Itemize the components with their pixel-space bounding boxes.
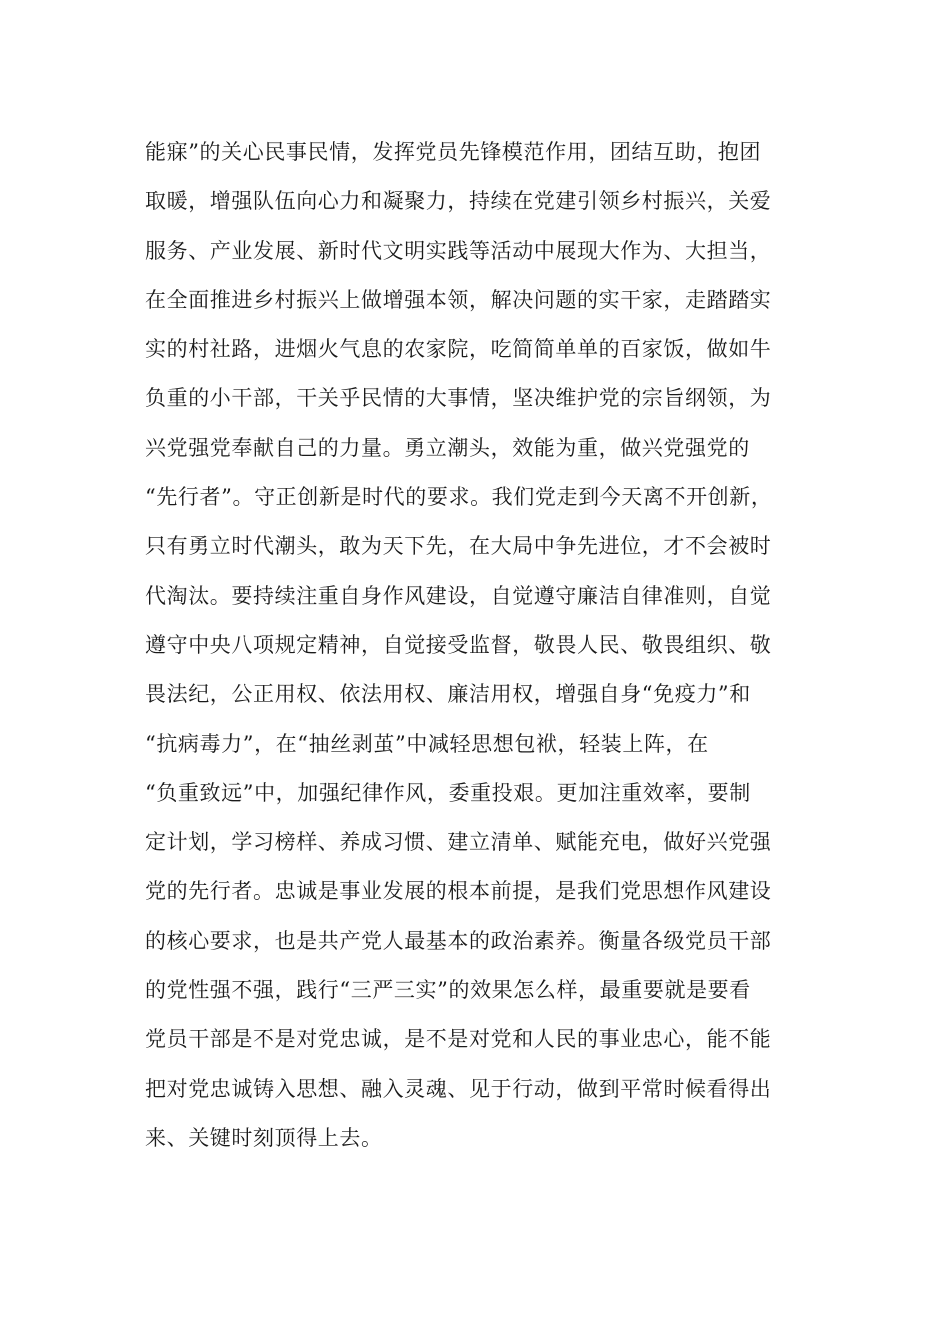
text-line: 负重的小干部，干关乎民情的大事情，坚决维护党的宗旨纲领，为	[145, 386, 772, 411]
text-line: 的核心要求，也是共产党人最基本的政治素养。衡量各级党员干部	[145, 928, 772, 953]
text-line: 党的先行者。忠诚是事业发展的根本前提，是我们党思想作风建设	[145, 879, 772, 904]
text-line: 把对党忠诚铸入思想、融入灵魂、见于行动，做到平常时候看得出	[145, 1076, 772, 1101]
text-line: 代淘汰。要持续注重自身作风建设，自觉遵守廉洁自律准则，自觉	[145, 583, 772, 608]
text-line: 来、关键时刻顶得上去。	[145, 1125, 383, 1150]
text-line: “抗病毒力”，在“抽丝剥茧”中减轻思想包袱，轻装上阵，在	[145, 731, 709, 756]
text-line: 取暖，增强队伍向心力和凝聚力，持续在党建引领乡村振兴，关爱	[145, 189, 772, 214]
text-line: 服务、产业发展、新时代文明实践等活动中展现大作为、大担当，	[145, 238, 772, 263]
text-line: 实的村社路，进烟火气息的农家院，吃简简单单的百家饭，做如牛	[145, 337, 772, 362]
text-line: 定计划，学习榜样、养成习惯、建立清单、赋能充电，做好兴党强	[145, 830, 772, 855]
text-line: 在全面推进乡村振兴上做增强本领，解决问题的实干家，走踏踏实	[145, 287, 772, 312]
text-line: 的党性强不强，践行“三严三实”的效果怎么样，最重要就是要看	[145, 978, 751, 1003]
text-line: 兴党强党奉献自己的力量。勇立潮头，效能为重，做兴党强党的	[145, 435, 750, 460]
text-line: 党员干部是不是对党忠诚，是不是对党和人民的事业忠心，能不能	[145, 1027, 772, 1052]
body-paragraph	[145, 132, 835, 1167]
text-line: “负重致远”中，加强纪律作风，委重投艰。更加注重效率，要制	[145, 780, 751, 805]
text-line: 只有勇立时代潮头，敢为天下先，在大局中争先进位，才不会被时	[145, 534, 772, 559]
text-line: “先行者”。守正创新是时代的要求。我们党走到今天离不开创新，	[145, 485, 773, 510]
text-line: 能寐”的关心民事民情，发挥党员先锋模范作用，团结互助，抱团	[145, 140, 762, 164]
text-line: 遵守中央八项规定精神，自觉接受监督，敬畏人民、敬畏组织、敬	[145, 632, 772, 657]
text-line: 畏法纪，公正用权、依法用权、廉洁用权，增强自身“免疫力”和	[145, 682, 751, 707]
